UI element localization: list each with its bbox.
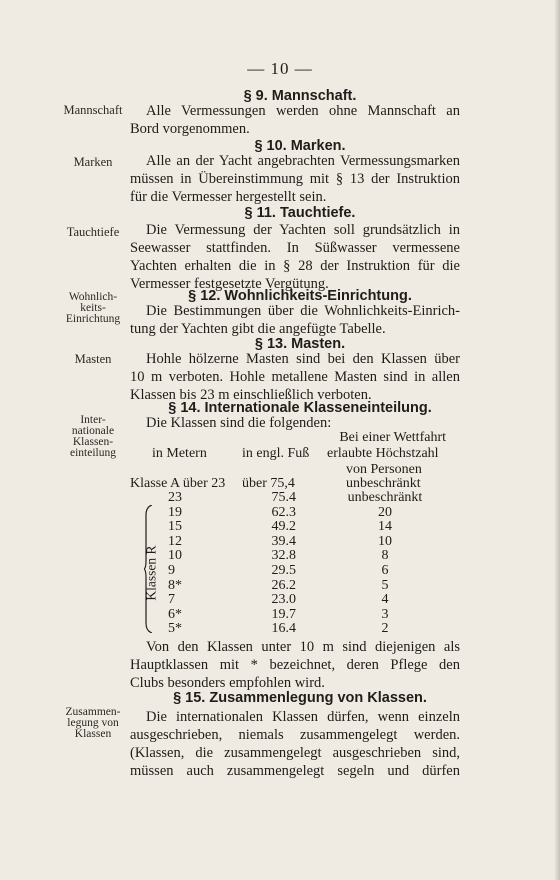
margin-note-marken: Marken: [73, 155, 113, 169]
table-cell-class: 15: [168, 519, 182, 535]
paragraph-line: ausgeschrieben, niemals zusammengelegt werden.: [130, 727, 460, 743]
table-header-col3-line3: von Personen: [346, 462, 422, 477]
paragraph-line: Yachten erhalten die in § 28 der Instruktion für die: [130, 258, 460, 274]
table-cell-feet: 39.4: [271, 533, 296, 549]
table-cell-feet: 62.3: [271, 504, 296, 520]
section-heading-15: § 15. Zusammenlegung von Klassen.: [173, 690, 427, 706]
table-intro: Die Klassen sind die folgenden:: [146, 415, 332, 431]
table-cell-class: 7: [168, 592, 175, 608]
table-cell-persons: 14: [378, 519, 392, 535]
table-header-col3-line1: Bei einer Wettfahrt: [339, 430, 446, 445]
table-cell-feet: 32.8: [271, 548, 296, 564]
paragraph-line: Bord vorgenommen.: [130, 121, 250, 137]
table-cell-feet: 26.2: [271, 577, 296, 593]
table-cell-class: 10: [168, 548, 182, 564]
table-cell-persons: 20: [378, 504, 392, 520]
table-cell-feet: über 75,4: [242, 476, 295, 491]
table-cell-persons: 3: [381, 606, 389, 622]
table-cell-feet: 29.5: [271, 563, 296, 578]
paragraph-line: 10 m verboten. Hohle metallene Masten sind in allen: [130, 369, 460, 385]
paragraph-line: Clubs besonders empfohlen wird.: [130, 675, 325, 691]
table-cell-class: 23: [168, 490, 182, 505]
table-cell-class: 19: [168, 504, 182, 520]
table-cell-feet: 19.7: [271, 606, 296, 622]
paragraph-line: Vermesser festgesetzte Vergütung.: [130, 276, 329, 292]
paragraph-line: müssen in Übereinstimmung mit § 13 der Instruktion: [130, 171, 460, 187]
table-header-col3-line2: erlaubte Höchstzahl: [327, 446, 439, 461]
section-heading-10: § 10. Marken.: [254, 138, 346, 154]
table-cell-persons: 5: [381, 577, 389, 593]
section-heading-11: § 11. Tauchtiefe.: [244, 205, 356, 221]
table-cell-feet: 23.0: [271, 592, 296, 608]
page-number: — 10 —: [247, 59, 313, 78]
margin-note-wohnlichkeit: Wohnlich- keits- Einrichtung: [65, 291, 121, 325]
section-heading-13: § 13. Masten.: [254, 336, 346, 352]
margin-note-mannschaft: Mannschaft: [63, 103, 123, 117]
table-cell-class: 12: [168, 533, 182, 549]
table-cell-class: Klasse A über 23: [130, 476, 226, 491]
paragraph-line: Hohle hölzerne Masten sind bei den Klassen über: [146, 351, 460, 367]
paragraph-line: Alle Vermessungen werden ohne Mannschaft an: [146, 103, 460, 119]
table-cell-class: 9: [168, 563, 175, 578]
paragraph-line: Von den Klassen unter 10 m sind diejenigen als: [146, 639, 460, 655]
section-heading-12: § 12. Wohnlichkeits-Einrichtung.: [188, 288, 412, 304]
margin-note-klasseneinteilung: Inter- nationale Klassen- einteilung: [70, 414, 116, 459]
section-heading-14: § 14. Internationale Klasseneinteilung.: [168, 400, 432, 416]
paragraph-line: Die Bestimmungen über die Wohnlichkeits-Einrich-: [146, 303, 460, 319]
table-cell-class: 8*: [168, 577, 182, 593]
paragraph-line: Hauptklassen mit * bezeichnet, deren Pflege den: [130, 657, 460, 673]
page-edge-shadow: [554, 0, 560, 880]
table-header-col2: in engl. Fuß: [242, 446, 310, 461]
table-cell-feet: 16.4: [271, 621, 296, 637]
table-cell-class: 6*: [168, 606, 182, 622]
section-heading-9: § 9. Mannschaft.: [243, 88, 357, 104]
table-cell-feet: 75.4: [271, 490, 296, 505]
paragraph-line: für die Vermesser hergestellt sein.: [130, 189, 327, 205]
paragraph-line: tung der Yachten gibt die angefügte Tabelle.: [130, 321, 386, 337]
paragraph-line: Seewasser stattfinden. In Süßwasser vermessene: [130, 240, 460, 256]
table-cell-persons: unbeschränkt: [347, 490, 423, 505]
margin-note-zusammenlegung: Zusammen- legung von Klassen: [65, 706, 121, 740]
table-cell-persons: 6: [381, 563, 389, 578]
paragraph-line: (Klassen, die zusammengelegt ausgeschrieben sind,: [130, 745, 460, 761]
margin-note-masten: Masten: [74, 352, 112, 366]
table-cell-persons: 10: [378, 533, 392, 549]
table-cell-persons: 8: [381, 548, 389, 564]
table-cell-persons: 4: [381, 592, 389, 608]
klassen-r-label: Klassen R: [143, 545, 159, 601]
margin-note-tauchtiefe: Tauchtiefe: [66, 225, 120, 239]
paragraph-line: müssen auch zusammengelegt segeln und dürfen: [130, 763, 460, 779]
paragraph-line: Die internationalen Klassen dürfen, wenn einzeln: [146, 709, 460, 725]
table-cell-persons: unbeschränkt: [346, 476, 421, 491]
paragraph-line: Alle an der Yacht angebrachten Vermessungsmarken: [146, 153, 460, 169]
paragraph-line: Die Vermessung der Yachten soll grundsätzlich in: [146, 222, 460, 238]
table-cell-feet: 49.2: [271, 519, 296, 535]
table-header-col1: in Metern: [152, 446, 207, 461]
table-cell-persons: 2: [381, 621, 389, 637]
table-cell-class: 5*: [168, 621, 182, 637]
paragraph-line: Klassen bis 23 m einschließlich verboten.: [130, 387, 372, 403]
